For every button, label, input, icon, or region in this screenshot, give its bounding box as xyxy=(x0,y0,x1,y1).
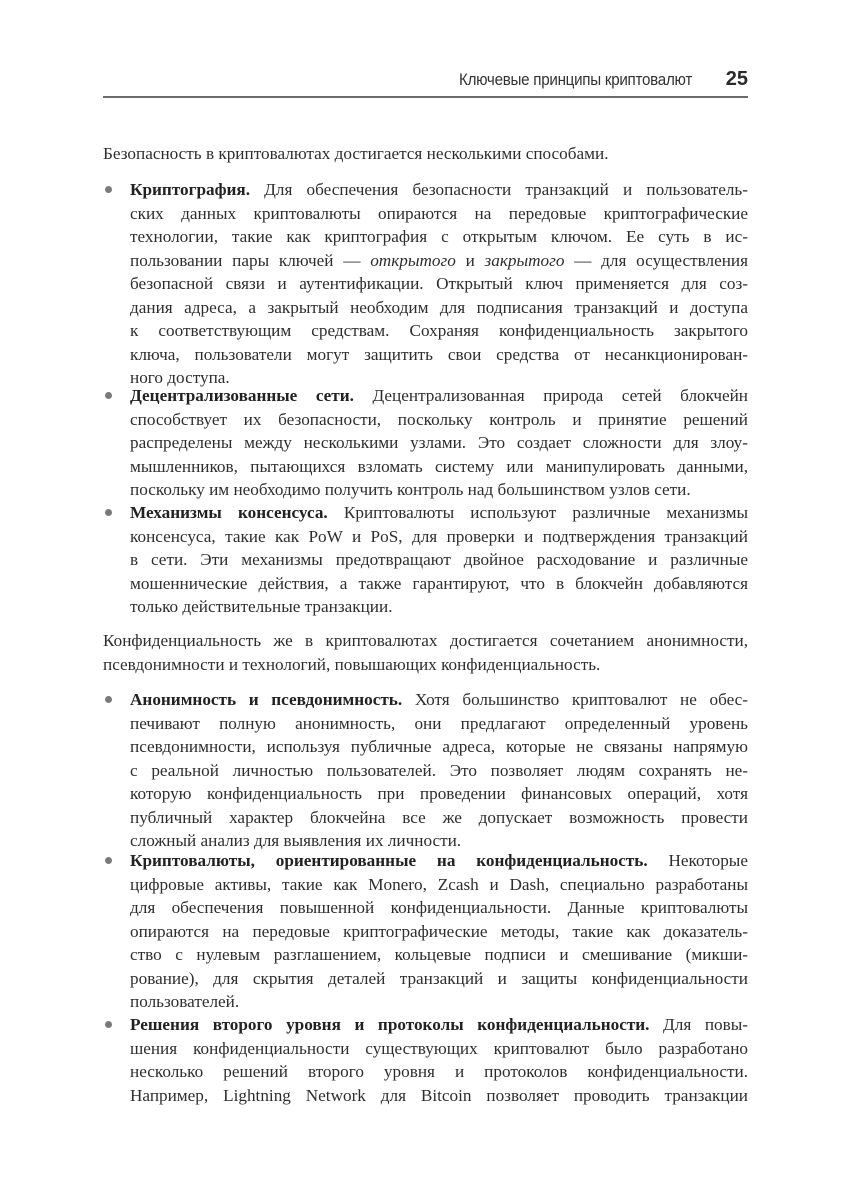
page-number: 25 xyxy=(725,68,748,90)
list-item-line: печивают полную анонимность, они предлагают определенный уровень xyxy=(130,713,748,733)
list-item-line: к соответствующим средствам. Сохраняя конфиденциальность закрытого xyxy=(130,321,748,340)
list-item-decentralized-line-1: Децентрализованные сети. Децентрализованная природа сетей блокчейн xyxy=(130,386,748,405)
list-item-line: в сети. Эти механизмы предотвращают двойное расходование и различные xyxy=(130,550,748,569)
emphasis-private: закрытого xyxy=(484,250,565,270)
emphasis-public: открытого xyxy=(370,250,456,270)
bullet-icon xyxy=(105,392,112,399)
bullet-icon xyxy=(105,857,112,864)
list-item-title: Криптография. xyxy=(130,180,250,199)
list-item-layer2-line-1: Решения второго уровня и протоколы конфиденциальности. Для повы- xyxy=(130,1015,749,1034)
list-item-title: Криптовалюты, ориентированные на конфиденциальность. xyxy=(130,851,648,870)
bullet-icon xyxy=(105,509,112,516)
header-divider xyxy=(103,96,748,98)
list-item-title: Решения второго уровня и протоколы конфиденциальности. xyxy=(130,1015,650,1034)
intro-privacy-paragraph-line-1: Конфиденциальность же в криптовалютах достигается сочетанием анонимности, xyxy=(103,631,748,650)
intro-privacy-paragraph-line-2: псевдонимности и технологий, повышающих конфиденциальность. xyxy=(103,654,601,674)
list-item-line: ключа, пользователи могут защитить свои средства от несанкционирован- xyxy=(130,344,748,364)
list-item-line: поскольку им необходимо получить контроль над большинством узлов сети. xyxy=(130,480,691,499)
list-item-line: публичный характер блокчейна все же допускает возможность провести xyxy=(130,807,748,827)
list-item-line: рование), для скрытия деталей транзакций и защиты конфиденциальности xyxy=(130,968,748,988)
list-item-line: шения конфиденциальности существующих криптовалют было разработано xyxy=(130,1038,748,1058)
list-item-line: сложный анализ для выявления их личности. xyxy=(130,831,462,850)
list-item-line: несколько решений второго уровня и протоколов конфиденциальности. xyxy=(130,1062,748,1081)
list-item-anonymity-line-1: Анонимность и псевдонимность. Хотя большинство криптовалют не обес- xyxy=(130,690,748,709)
list-item-line: ских данных криптовалюты опираются на передовые криптографические xyxy=(130,203,748,223)
list-item-line: дания адреса, а закрытый необходим для подписания транзакций и доступа xyxy=(130,297,748,317)
list-item-line: опираются на передовые криптографические методы, такие как доказатель- xyxy=(130,921,748,941)
list-item-line: Например, Lightning Network для Bitcoin позволяет проводить транзакции xyxy=(130,1085,748,1105)
list-item-line: с реальной личностью пользователей. Это позволяет людям сохранять не- xyxy=(130,760,748,780)
list-item-line: безопасной связи и аутентификации. Открытый ключ применяется для соз- xyxy=(130,274,748,293)
list-item-title: Анонимность и псевдонимность. xyxy=(130,690,403,709)
list-item-privacy-coins-line-1: Криптовалюты, ориентированные на конфиденциальность. Некоторые xyxy=(130,851,748,870)
list-item-line: распределены между несколькими узлами. Это создает сложности для злоу- xyxy=(130,433,748,452)
list-item-line: способствует их безопасности, поскольку контроль и принятие решений xyxy=(130,409,748,429)
list-item-line: только действительные транзакции. xyxy=(130,597,393,616)
list-item-line: ного доступа. xyxy=(130,368,230,387)
list-item-cryptography-line-1: Криптография. Для обеспечения безопасности транзакций и пользователь- xyxy=(130,180,748,199)
list-item-line: для обеспечения повышенной конфиденциальности. Данные криптовалюты xyxy=(130,898,748,917)
list-item-line: мошеннические действия, а также гарантируют, что в блокчейн добавляются xyxy=(130,573,748,593)
list-item-line: консенсуса, такие как PoW и PoS, для проверки и подтверждения транзакций xyxy=(130,526,748,546)
running-header-title: Ключевые принципы криптовалют xyxy=(459,71,692,89)
list-item-title: Децентрализованные сети. xyxy=(130,386,354,405)
list-item-line: псевдонимности, используя публичные адреса, которые не связаны напрямую xyxy=(130,737,748,756)
list-item-line: ство с нулевым разглашением, кольцевые подписи и смешивание (микши- xyxy=(130,945,748,964)
bullet-icon xyxy=(105,1021,112,1028)
list-item-line: цифровые активы, такие как Monero, Zcash и Dash, специально разработаны xyxy=(130,874,748,894)
list-item-line: которую конфиденциальность при проведении финансовых операций, хотя xyxy=(130,784,748,803)
intro-security-paragraph: Безопасность в криптовалютах достигается несколькими способами. xyxy=(103,144,609,163)
list-item-line: технологии, такие как криптография с открытым ключом. Ее суть в ис- xyxy=(130,227,748,246)
list-item-line: пользователей. xyxy=(130,992,240,1011)
list-item-consensus-line-1: Механизмы консенсуса. Криптовалюты используют различные механизмы xyxy=(130,503,748,522)
list-item-line: пользовании пары ключей — открытого и закрытого — для осуществления xyxy=(130,250,749,270)
bullet-icon xyxy=(105,696,112,703)
list-item-title: Механизмы консенсуса. xyxy=(130,503,328,522)
list-item-line: мышленников, пытающихся взломать систему или манипулировать данными, xyxy=(130,456,748,476)
bullet-icon xyxy=(105,186,112,193)
